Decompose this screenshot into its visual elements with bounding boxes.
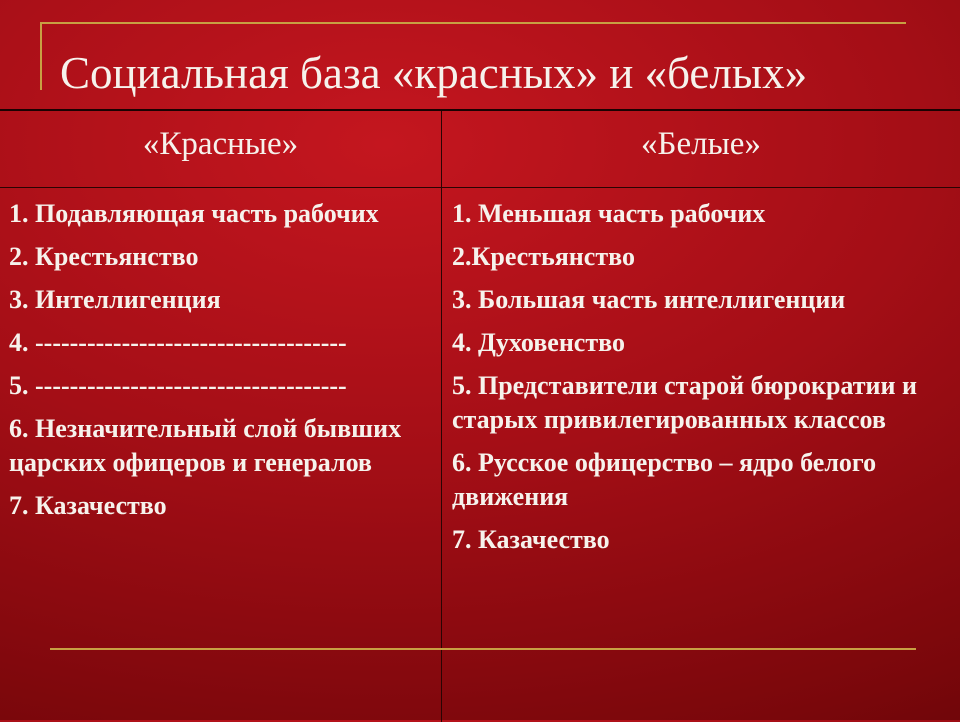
whites-item: 5. Представители старой бюрократии и старых привилегированных классов (452, 371, 917, 434)
whites-list (452, 197, 952, 566)
reds-item: 4. ------------------------------------ (9, 328, 347, 357)
decorative-bottom-line (50, 648, 916, 650)
reds-item: 7. Казачество (9, 491, 167, 520)
reds-item: 2. Крестьянство (9, 242, 199, 271)
header-reds: «Красные» (142, 126, 299, 162)
whites-item: 7. Казачество (452, 525, 610, 554)
whites-item: 4. Духовенство (452, 328, 625, 357)
decorative-top-line (40, 22, 906, 24)
comparison-table (0, 109, 960, 720)
reds-item: 1. Подавляющая часть рабочих (9, 199, 379, 228)
reds-item: 3. Интеллигенция (9, 285, 221, 314)
reds-item: 6. Незначительный слой бывших царских офицеров и генералов (9, 414, 402, 477)
whites-item: 1. Меньшая часть рабочих (452, 199, 766, 228)
column-divider (441, 111, 442, 722)
whites-item: 6. Русское офицерство – ядро белого движения (452, 448, 877, 511)
header-whites: «Белые» (641, 126, 761, 162)
whites-item: 3. Большая часть интеллигенции (452, 285, 846, 314)
slide-title: Социальная база «красных» и «белых» (60, 48, 808, 98)
whites-item: 2.Крестьянство (452, 242, 635, 271)
reds-list (9, 197, 437, 532)
decorative-left-line (40, 22, 42, 90)
reds-item: 5. ------------------------------------ (9, 371, 347, 400)
header-row-divider (0, 187, 960, 188)
